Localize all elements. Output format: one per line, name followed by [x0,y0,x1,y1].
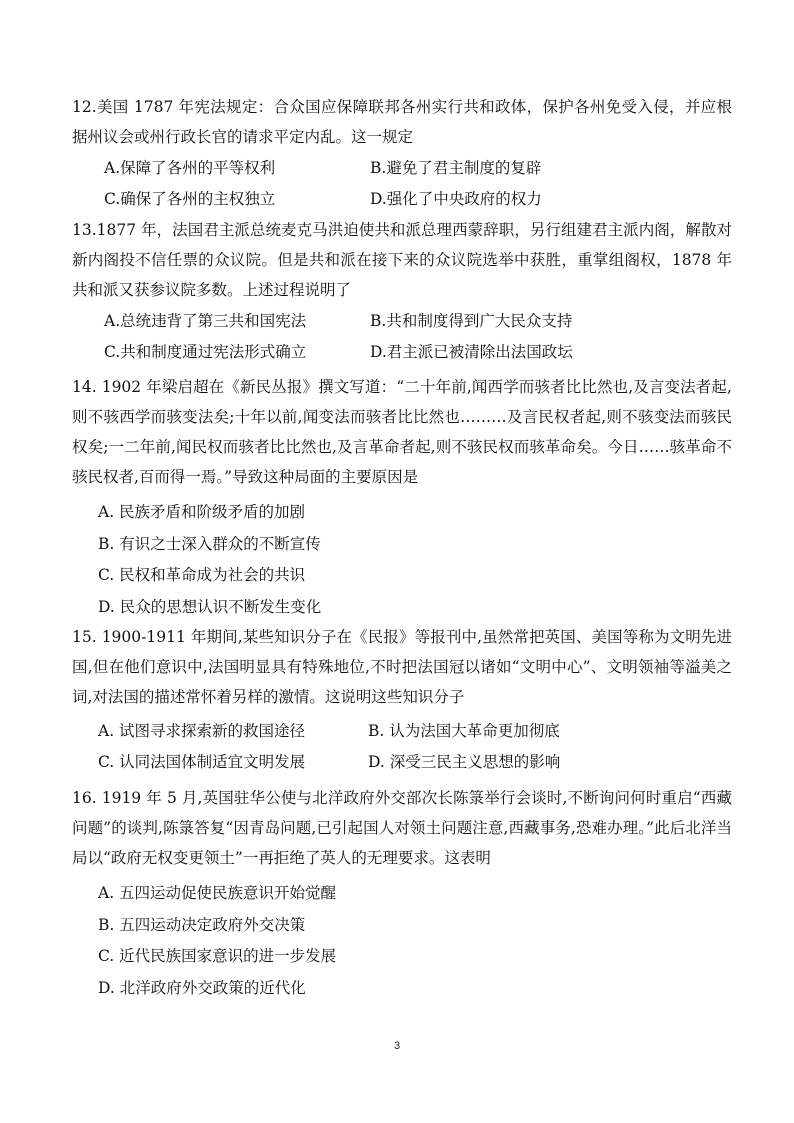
question-13 [72,215,732,368]
option-c: C. 民权和革命成为社会的共识 [98,566,306,584]
question-stem: 12.美国 1787 年宪法规定：合众国应保障联邦各州实行共和政体，保护各州免受入侵，并应根据州议会或州行政长官的请求平定内乱。这一规定 [72,98,732,146]
option-a: A. 民族矛盾和阶级矛盾的加剧 [98,503,306,521]
option-d: D.强化了中央政府的权力 [370,190,542,208]
options [72,716,732,778]
question-stem: 13.1877 年，法国君主派总统麦克马洪迫使共和派总理西蒙辞职，另行组建君主派内阁，解散对新内阁投不信任票的众议院。但是共和派在接下来的众议院选举中获胜，重掌组阁权，1878 年共和派又获参议院多数。上述过程说明了 [72,221,732,299]
options [72,153,732,215]
option-b: B. 五四运动决定政府外交决策 [98,915,306,934]
question-stem: 16. 1919 年 5 月,英国驻华公使与北洋政府外交部次长陈箓举行会谈时,不断询问何时重启“西藏问题”的谈判,陈箓答复“因青岛问题,已引起国人对领土问题注意,西藏事务,恐难办理。”此后北洋当局以“政府无权变更领土”一再拒绝了英人的无理要求。这表明 [72,789,732,867]
page-number: 3 [393,1040,401,1052]
option-b: B.共和制度得到广大民众支持 [370,312,573,330]
option-c: C.共和制度通过宪法形式确立 [104,343,307,361]
question-stem: 15. 1900-1911 年期间,某些知识分子在《民报》等报刊中,虽然常把英国、美国等称为文明先进国,但在他们意识中,法国明显具有特殊地位,不时把法国冠以诸如“文明中心”、文明领袖等溢美之词,对法国的描述常怀着另样的激情。这说明这些知识分子 [72,628,732,706]
option-b: B.避免了君主制度的复辟 [370,159,542,177]
options [72,878,732,1004]
option-c: C.确保了各州的主权独立 [104,190,276,208]
option-b: B. 认为法国大革命更加彻底 [368,722,560,740]
option-a: A.保障了各州的平等权利 [104,159,276,177]
option-a: A. 五四运动促使民族意识开始觉醒 [98,884,337,902]
option-c: C. 近代民族国家意识的进一步发展 [98,947,337,965]
option-d: D. 民众的思想认识不断发生变化 [98,597,322,616]
option-d: D.君主派已被清除出法国政坛 [370,343,573,361]
option-c: C. 认同法国体制适宜文明发展 [98,753,306,771]
question-stem: 14. 1902 年梁启超在《新民丛报》撰文写道：“二十年前,闻西学而骇者比比然也,及言变法者起,则不骇西学而骇变法矣;十年以前,闻变法而骇者比比然也………及言民权者起,则不骇变法而骇民权矣;一二年前,闻民权而骇者比比然也,及言革命者起,则不骇民权而骇革命矣。今日……骇革命不骇民权者,百而得一焉。”导致这种局面的主要原因是 [72,378,732,486]
options [72,306,732,368]
option-d: D. 深受三民主义思想的影响 [368,753,561,771]
option-b: B. 有识之士深入群众的不断宣传 [98,534,321,553]
question-12 [72,92,732,215]
option-a: A. 试图寻求探索新的救国途径 [98,722,306,740]
options [72,497,732,623]
question-16 [72,783,732,1004]
question-15 [72,622,732,778]
question-14 [72,372,732,623]
option-a: A.总统违背了第三共和国宪法 [104,312,307,330]
option-d: D. 北洋政府外交政策的近代化 [98,978,306,997]
